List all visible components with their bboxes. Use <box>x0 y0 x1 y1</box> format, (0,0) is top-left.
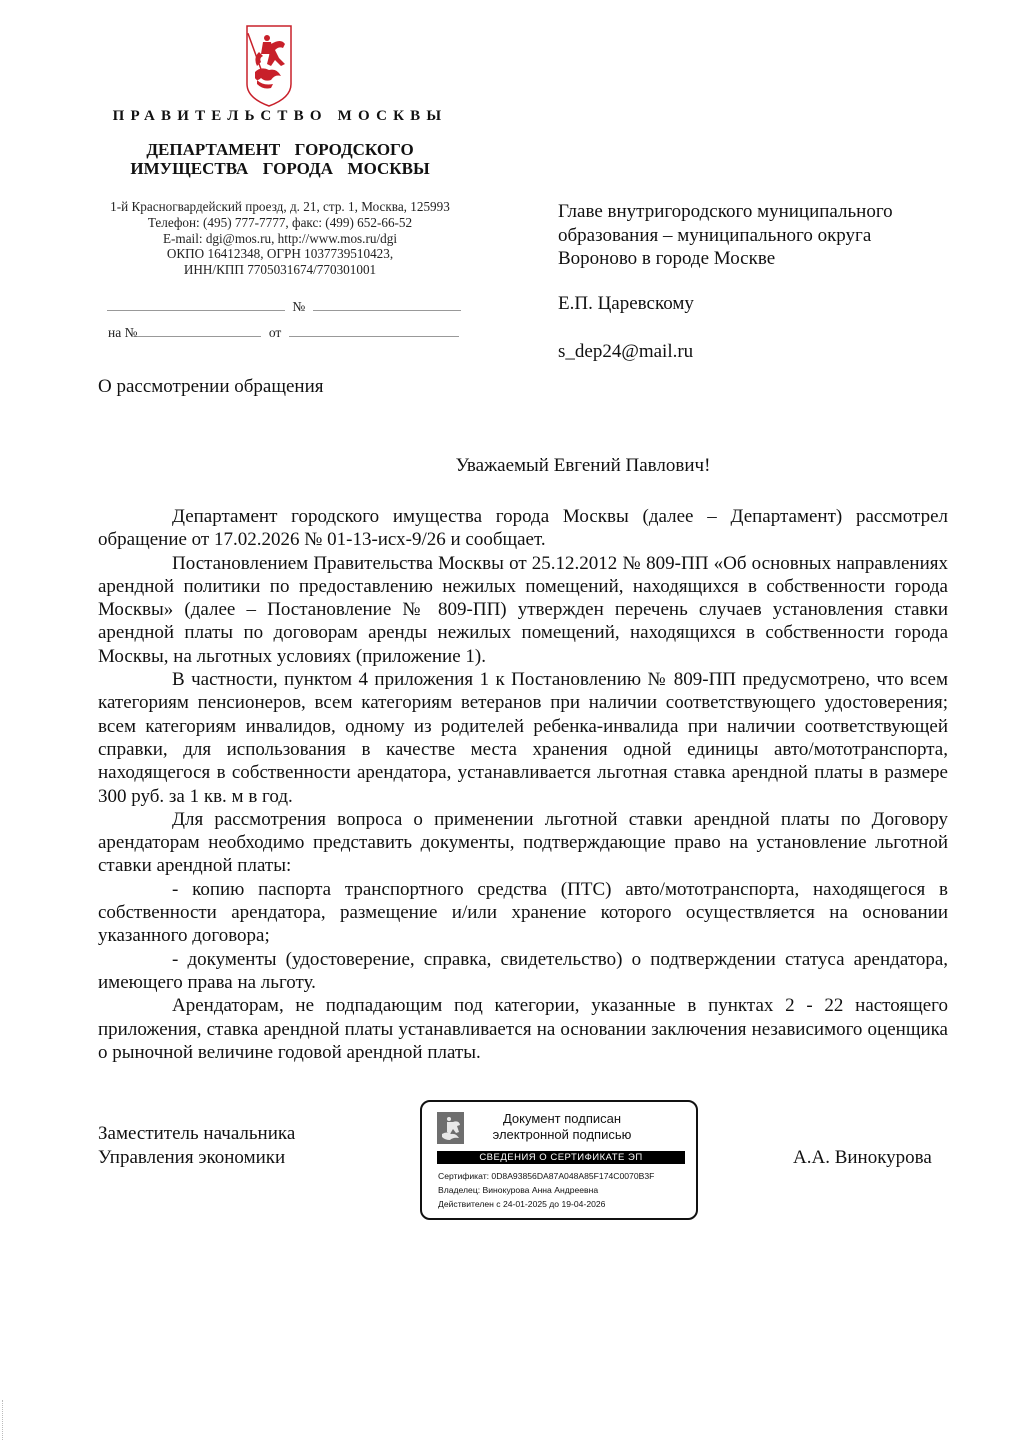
letter-body <box>98 505 948 1064</box>
body-paragraph: Для рассмотрения вопроса о применении льготной ставки арендной платы по Договору арендаторам необходимо представить документы, подтверждающие право на установление льготной ставки арендной платы: <box>98 808 948 877</box>
signatory-position <box>98 1122 295 1170</box>
addressee-name: Е.П. Царевскому <box>558 293 694 314</box>
registration-number-blank <box>313 298 461 311</box>
registration-number-label: № <box>292 299 306 314</box>
body-paragraph: Постановлением Правительства Москвы от 25.12.2012 № 809-ПП «Об основных направлениях арендной политики по предоставлению нежилых помещений, находящихся в собственности города Москвы» (далее – Постановление № 809-ПП) утвержден перечень случаев установления ставки арендной платы по договорам аренды нежилых помещений, находящихся в собственности города Москвы, на льготных условиях (приложение 1). <box>98 552 948 667</box>
addressee-block <box>558 200 958 271</box>
addressee-email: s_dep24@mail.ru <box>558 341 694 362</box>
certificate-validity: Действителен с 24-01-2025 до 19-04-2026 <box>438 1199 606 1209</box>
department-line-1: ДЕПАРТАМЕНТ ГОРОДСКОГО <box>146 140 414 159</box>
reference-number-line <box>108 324 459 341</box>
moscow-coat-of-arms-icon <box>245 24 293 108</box>
addressee-line-3: Вороново в городе Москве <box>558 248 776 269</box>
contact-inn-kpp: ИНН/КПП 7705031674/770301001 <box>183 262 377 278</box>
electronic-signature-stamp <box>420 1100 698 1220</box>
certificate-details <box>438 1169 654 1211</box>
stamp-title <box>472 1111 652 1143</box>
body-paragraph: Департамент городского имущества города Москвы (далее – Департамент) рассмотрел обращение от 17.02.2026 № 01-13-исх-9/26 и сообщает. <box>98 506 948 551</box>
contact-okpo-ogrn: ОКПО 16412348, ОГРН 1037739510423, <box>166 246 394 262</box>
certificate-info-bar: СВЕДЕНИЯ О СЕРТИФИКАТЕ ЭП <box>437 1151 685 1164</box>
signatory-position-line-2: Управления экономики <box>98 1147 286 1168</box>
department-contacts <box>90 199 470 278</box>
body-paragraph: В частности, пунктом 4 приложения 1 к Постановлению № 809-ПП предусмотрено, что всем категориям пенсионеров, всем категориям ветеранов при наличии соответствующего удостоверения; всем категориям инвалидов, одному из родителей ребенка-инвалида при наличии соответствующей справки, для использования в качестве места хранения одной единицы авто/мототранспорта, находящегося в собственности арендатора, устанавливается льготная ставка арендной платы в размере 300 руб. за 1 кв. м в год. <box>98 669 948 807</box>
reference-date-label: от <box>268 325 282 340</box>
addressee-line-2: образования – муниципального округа <box>558 224 872 246</box>
signatory-position-line-1: Заместитель начальника <box>98 1123 296 1144</box>
greeting: Уважаемый Евгений Павлович! <box>455 455 711 476</box>
letter-subject: О рассмотрении обращения <box>98 376 324 397</box>
reference-date-blank <box>289 324 459 337</box>
body-list-item: - копию паспорта транспортного средства (ПТС) авто/мототранспорта, находящегося в собственности арендатора, размещение и/или хранение которого осуществляется на основании указанного договора; <box>98 878 948 947</box>
contact-phone: Телефон: (495) 777-7777, факс: (499) 652-66-52 <box>147 214 413 230</box>
certificate-number: Сертификат: 0D8A93856DA87A048A85F174C0070B3F <box>438 1171 655 1181</box>
body-list-item: - документы (удостоверение, справка, свидетельство) о подтверждении статуса арендатора, имеющего права на льготу. <box>98 948 948 993</box>
body-paragraph: Арендаторам, не подпадающим под категории, указанные в пунктах 2 - 22 настоящего приложения, ставка арендной платы устанавливается на основании заключения независимого оценщика о рыночной величине годовой арендной платы. <box>98 995 948 1063</box>
registration-number-line <box>107 298 461 315</box>
moscow-emblem-icon <box>437 1112 464 1144</box>
contact-address: 1-й Красногвардейский проезд, д. 21, стр. 1, Москва, 125993 <box>110 199 450 214</box>
registration-date-blank <box>107 298 285 311</box>
contact-email: E-mail: dgi@mos.ru, http://www.mos.ru/dgi <box>162 230 397 246</box>
certificate-owner: Владелец: Винокурова Анна Андреевна <box>438 1185 599 1195</box>
stamp-title-line-1: Документ подписан <box>502 1111 622 1126</box>
scan-margin-artifact <box>2 1400 7 1440</box>
reference-number-label: на № <box>108 325 138 340</box>
reference-number-blank <box>137 324 261 337</box>
government-title: ПРАВИТЕЛЬСТВО МОСКВЫ <box>112 108 448 124</box>
department-line-2: ИМУЩЕСТВА ГОРОДА МОСКВЫ <box>130 159 430 178</box>
signatory-name: А.А. Винокурова <box>793 1147 932 1168</box>
department-title <box>100 140 460 178</box>
stamp-title-line-2: электронной подписью <box>492 1127 632 1142</box>
addressee-line-1: Главе внутригородского муниципального <box>558 201 893 222</box>
